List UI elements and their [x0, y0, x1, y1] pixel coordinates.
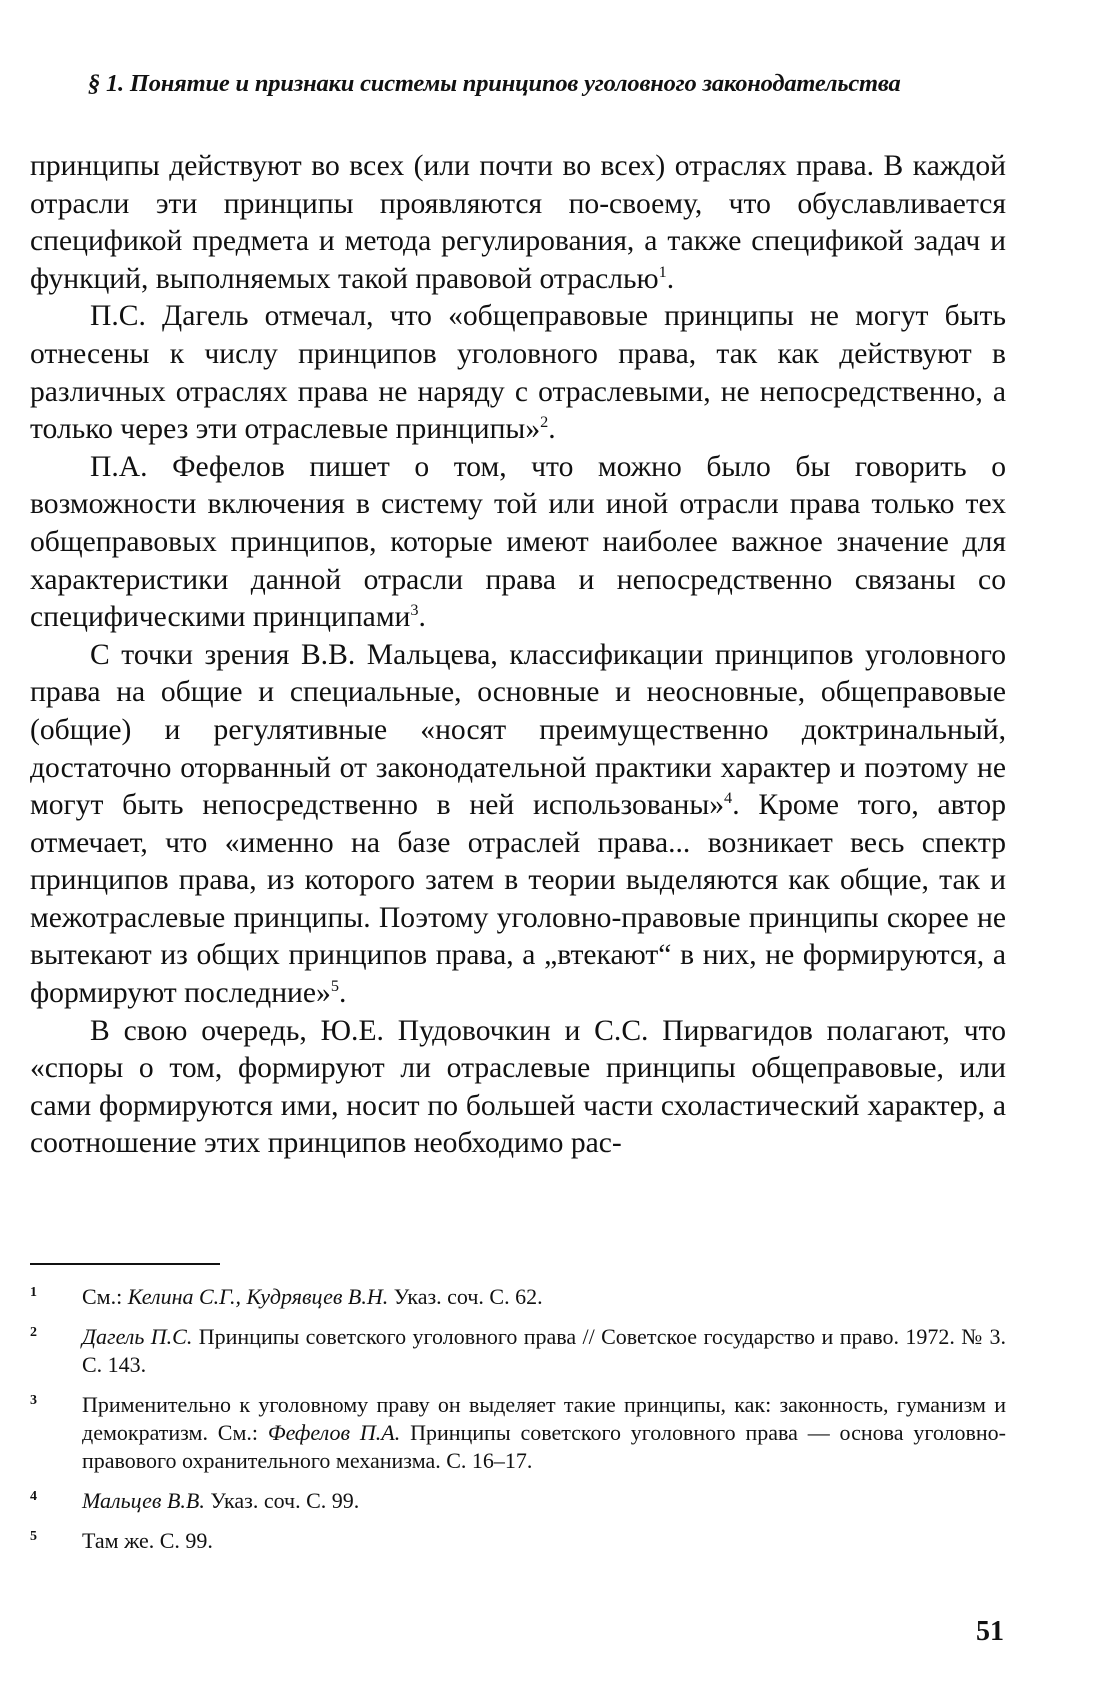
footnotes: [30, 1283, 1006, 1567]
footnote: [30, 1487, 1006, 1515]
footnote-text: Применительно к уголовному праву он выделяет такие принципы, как: законность, гуманизм и демократизм. См.:: [82, 1392, 1006, 1445]
footnote-text: Принципы советского уголовного права // Советское государство и право. 1972. № 3. С. 143.: [82, 1324, 1006, 1377]
footnote-text: Указ. соч. С. 62.: [388, 1284, 543, 1309]
footnote-number: 3: [30, 1393, 37, 1408]
footnote: [30, 1391, 1006, 1475]
footnote-author: Фефелов П.А.: [267, 1420, 401, 1445]
page-number: 51: [976, 1616, 1004, 1647]
footnote-ref: 3: [410, 600, 419, 620]
paragraph-text: принципы действуют во всех (или почти во всех) отраслях права. В каждой отрасли эти принципы проявляются по-своему, что обуславливается спецификой предмета и метода регулирования, а также спецификой задач и функций, выполняемых такой правовой отраслью: [30, 150, 1006, 295]
paragraph-text: П.С. Дагель отмечал, что «общеправовые принципы не могут быть отнесены к числу принципов уголовного права, так как действуют в различных отраслях права не наряду с отраслевыми, не непосредственно, а только через эти отраслевые принципы»: [30, 300, 1006, 446]
paragraph-tail: .: [418, 601, 426, 634]
footnote-text: См.:: [82, 1284, 128, 1309]
footnote-text: Указ. соч. С. 99.: [204, 1488, 360, 1513]
footnote-divider: [30, 1263, 220, 1265]
footnote-author: Дагель П.С.: [82, 1324, 193, 1349]
footnote: [30, 1283, 1006, 1311]
footnote-text: Там же. С. 99.: [82, 1528, 213, 1553]
footnote: [30, 1527, 1006, 1555]
main-text: [30, 148, 1006, 1163]
footnote-ref: 1: [658, 261, 667, 281]
paragraph-text: С точки зрения В.В. Мальцева, классификации принципов уголовного права на общие и специальные, основные и неосновные, общеправовые (общие) и регулятивные «носят преимущественно доктринальный, достаточно оторванный от законодательной практики характер и поэтому не могут быть непосредственно в ней использованы»: [30, 638, 1006, 822]
paragraph: [30, 148, 1006, 298]
paragraph: [30, 449, 1006, 637]
footnote-author: Келина С.Г., Кудрявцев В.Н.: [127, 1284, 389, 1309]
footnote-number: 4: [30, 1489, 37, 1504]
paragraph-tail: .: [548, 413, 556, 446]
paragraph-tail: .: [338, 977, 347, 1010]
footnote-text: Принципы советского уголовного права — основа уголовно-правового охранительного механизма. С. 16–17.: [82, 1420, 1006, 1473]
footnote-author: Мальцев В.В.: [82, 1488, 205, 1513]
footnote-ref: 2: [540, 412, 549, 432]
paragraph: [30, 1013, 1006, 1163]
running-header: § 1. Понятие и признаки системы принципов уголовного законодательства: [88, 70, 901, 97]
paragraph: [30, 637, 1006, 1013]
footnote-ref: 4: [724, 788, 733, 808]
footnote-number: 1: [30, 1285, 37, 1300]
footnote-ref: 5: [330, 976, 339, 996]
paragraph-tail: .: [666, 262, 675, 295]
paragraph-text: П.А. Фефелов пишет о том, что можно было бы говорить о возможности включения в систему той или иной отрасли права только тех общеправовых принципов, которые имеют наиболее важное значение для характеристики данной отрасли права и непосредственно связаны со специфическими принципами: [30, 450, 1006, 634]
paragraph-tail: . Кроме того, автор отмечает, что «именно на базе отраслей права... возникает весь спектр принципов права, из которого затем в теории выделяются как общие, так и межотраслевые принципы. Поэтому уголовно-правовые принципы скорее не вытекают из общих принципов права, а „втекают“ в них, не формируются, а формируют последние»: [30, 789, 1007, 1010]
paragraph: [30, 298, 1006, 448]
footnote-number: 5: [30, 1529, 37, 1544]
footnote-number: 2: [30, 1325, 37, 1340]
paragraph-text: В свою очередь, Ю.Е. Пудовочкин и С.С. Пирвагидов полагают, что «споры о том, формируют ли отраслевые принципы общеправовые, или сами формируются ими, носит по большей части схоластический характер, а соотношение этих принципов необходимо рас-: [30, 1014, 1006, 1160]
footnote: [30, 1323, 1006, 1379]
